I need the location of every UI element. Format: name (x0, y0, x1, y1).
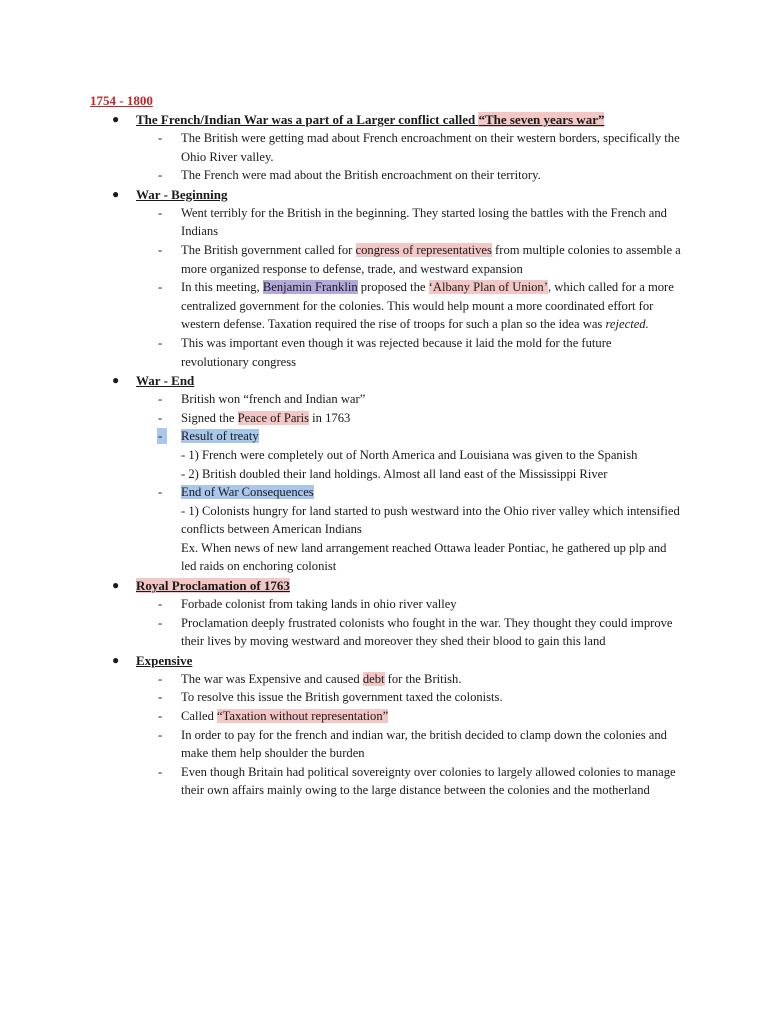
section-heading-text: Royal Proclamation of 1763 (136, 578, 290, 594)
list-item (0, 409, 681, 428)
section-heading (0, 651, 768, 670)
highlight-text: Peace of Paris (237, 410, 310, 425)
highlight-text: congress of representatives (355, 242, 492, 257)
bullet-icon: ● (112, 112, 120, 126)
highlight-text: debt (362, 671, 385, 686)
dash-marker: - (158, 709, 163, 724)
list-item-text: from multiple colonies to assemble a more organized response to defense, trade, and westward expansion (181, 242, 681, 276)
section-heading (0, 576, 768, 595)
section-heading (0, 371, 768, 390)
dash-marker: - (158, 280, 163, 295)
bullet-icon: ● (112, 373, 120, 388)
bullet-icon: ● (112, 652, 120, 667)
list-item (0, 166, 681, 185)
list-item-text: This was important even though it was rejected because it laid the mold for the future revolutionary congress (181, 335, 612, 369)
list-item (0, 427, 681, 446)
list-item (0, 614, 681, 651)
section-heading-text: War - End (136, 373, 195, 389)
list-item-text: Forbade colonist from taking lands in ohio river valley (181, 597, 457, 612)
list-item (0, 483, 681, 502)
list-item-text: In order to pay for the french and indian war, the british decided to clamp down the colonies and make them help shoulder the burden (181, 727, 667, 761)
bullet-icon: ● (112, 578, 120, 593)
dash-marker: - (158, 131, 163, 145)
sub-line: - 1) Colonists hungry for land started to push westward into the Ohio river valley which intensified conflicts between American Indians (181, 503, 680, 537)
highlight-text-purple: Benjamin Franklin (262, 280, 358, 295)
bullet-icon: ● (112, 186, 120, 201)
dash-marker: - (158, 168, 163, 183)
list-item-text: , which called for a more centralized government for the colonies. This would help mount a more coordinated effort for western defense. Taxation required the rise of troops for such a plan so the idea was (181, 280, 674, 332)
sub-line: - 1) French were completely out of North America and Louisiana was given to the Spanish (181, 447, 638, 462)
dash-marker: - (158, 410, 163, 425)
dash-marker: - (158, 429, 163, 444)
highlight-text: “Taxation without representation” (217, 709, 389, 724)
list-item-text: In this meeting, (181, 280, 263, 295)
dash-marker: - (158, 392, 163, 407)
dash-marker: - (158, 671, 163, 686)
list-item-text: The British were getting mad about French encroachment on their western borders, specifically the Ohio River valley. (181, 131, 680, 164)
list-item (0, 726, 681, 763)
sub-line: - 2) British doubled their land holdings. Almost all land east of the Mississippi River (181, 466, 608, 481)
list-item-text: British won “french and Indian war” (181, 392, 366, 407)
list-item-text: Went terribly for the British in the beginning. They started losing the battles with the French and Indians (181, 205, 667, 239)
list-item (0, 670, 681, 689)
section-heading (0, 110, 768, 129)
list-item (0, 334, 681, 371)
list-item-text: Signed the (181, 410, 238, 425)
section-heading-text: Expensive (136, 652, 193, 668)
dash-marker: - (158, 335, 163, 350)
dash-marker: - (158, 764, 163, 779)
list-item-text: The French were mad about the British encroachment on their territory. (181, 168, 541, 183)
section-heading-highlight: “The seven years war” (478, 112, 605, 127)
list-item-text: Proclamation deeply frustrated colonists who fought in the war. They thought they could improve their lives by moving westward and moreover they shed their blood to gain this land (181, 615, 673, 649)
emphasis-text: rejected. (605, 317, 649, 332)
list-item-text: in 1763 (309, 410, 351, 425)
highlight-text-blue: Result of treaty (181, 429, 259, 444)
section-heading-text: The French/Indian War was a part of a Larger conflict called (136, 112, 479, 127)
list-item-text: The British government called for (181, 242, 356, 257)
highlight-text: ‘Albany Plan of Union’ (428, 280, 548, 295)
list-item (0, 241, 681, 278)
section-heading (0, 185, 768, 204)
list-item (0, 688, 681, 707)
highlight-text-blue: End of War Consequences (181, 485, 314, 500)
sub-line: Ex. When news of new land arrangement reached Ottawa leader Pontiac, he gathered up plp and led raids on enchoring colonist (181, 540, 667, 574)
list-item-text: Called (181, 709, 218, 724)
dash-marker: - (158, 597, 163, 612)
list-item (0, 595, 681, 614)
list-item-text: Even though Britain had political sovereignty over colonies to largely allowed colonies to manage their own affairs mainly owing to the large distance between the colonies and the motherland (181, 764, 676, 798)
page-title: 1754 - 1800 (90, 93, 153, 108)
list-item-text: To resolve this issue the British government taxed the colonists. (181, 690, 503, 705)
list-item-text: proposed the (357, 280, 429, 295)
list-item (0, 390, 681, 409)
list-item-text: The war was Expensive and caused (181, 671, 363, 686)
list-item-text: for the British. (384, 671, 462, 686)
list-item (0, 204, 681, 241)
dash-marker: - (158, 615, 163, 630)
dash-marker: - (158, 242, 163, 257)
dash-marker: - (158, 690, 163, 705)
dash-marker: - (158, 485, 163, 500)
list-item (0, 129, 681, 166)
section-heading-text: War - Beginning (136, 186, 228, 202)
list-item (0, 278, 681, 334)
dash-marker: - (158, 205, 163, 220)
list-item (0, 707, 681, 726)
dash-marker: - (158, 727, 163, 742)
list-item (0, 763, 681, 800)
notes-list (0, 110, 768, 800)
